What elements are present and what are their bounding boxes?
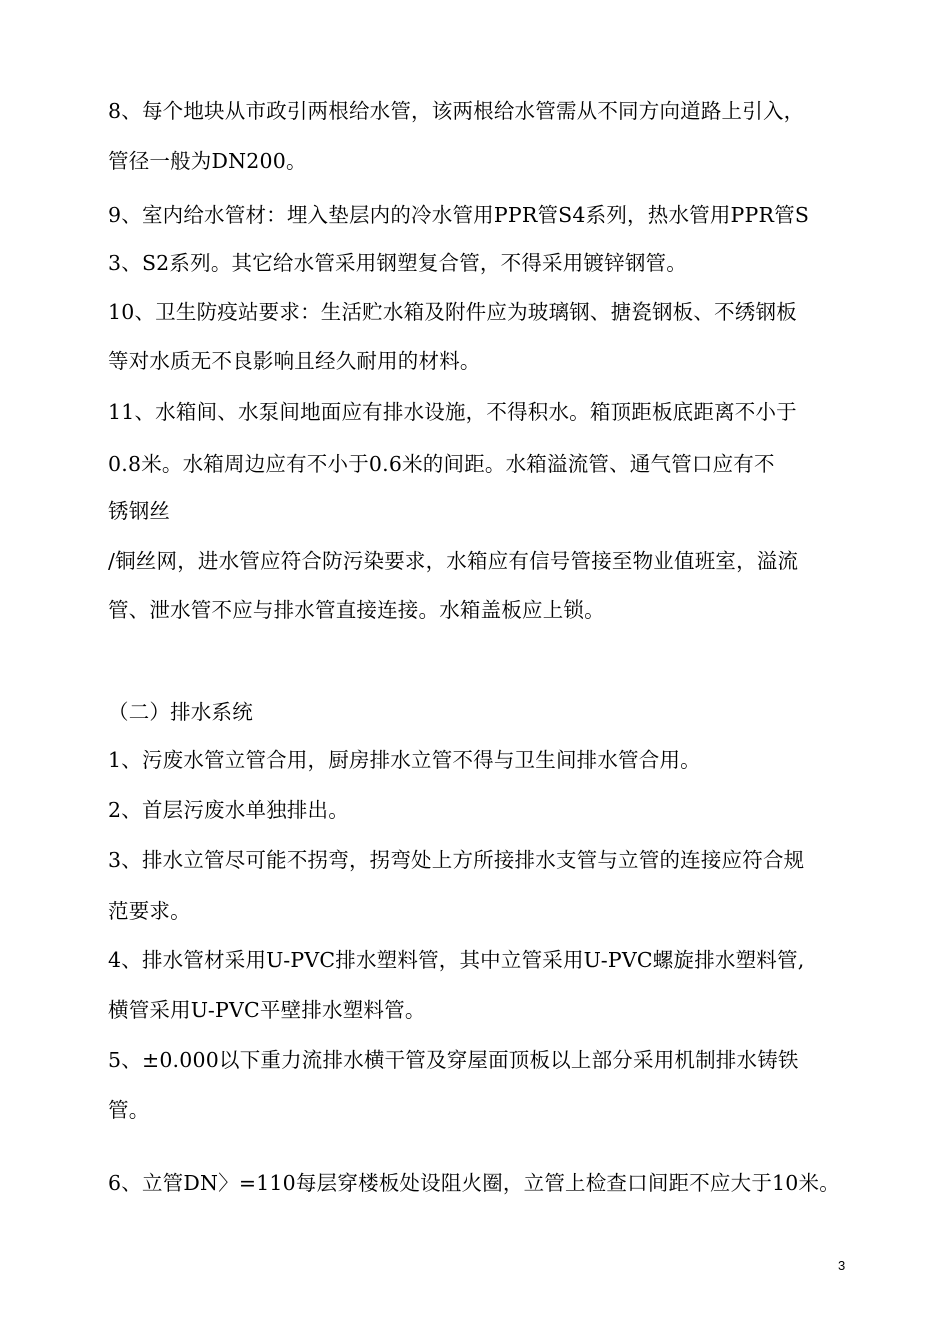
item-11-line-1: 11、水箱间、水泵间地面应有排水设施，不得积水。箱顶距板底距离不小于 bbox=[108, 400, 797, 424]
item-10-line-1: 10、卫生防疫站要求：生活贮水箱及附件应为玻璃钢、搪瓷钢板、不绣钢板 bbox=[108, 300, 797, 324]
item-3-line-1: 3、排水立管尽可能不拐弯，拐弯处上方所接排水支管与立管的连接应符合规 bbox=[108, 848, 805, 872]
item-6: 6、立管DN〉=110每层穿楼板处设阻火圈，立管上检查口间距不应大于10米。 bbox=[108, 1171, 840, 1195]
item-9-line-1: 9、室内给水管材：埋入垫层内的冷水管用PPR管S4系列，热水管用PPR管S bbox=[108, 203, 810, 227]
item-4-line-1: 4、排水管材采用U-PVC排水塑料管，其中立管采用U-PVC螺旋排水塑料管, bbox=[108, 948, 805, 972]
item-3-line-2: 范要求。 bbox=[108, 899, 191, 923]
item-4-line-2: 横管采用U-PVC平壁排水塑料管。 bbox=[108, 998, 426, 1022]
item-5-line-1: 5、±0.000以下重力流排水横干管及穿屋面顶板以上部分采用机制排水铸铁 bbox=[108, 1048, 799, 1072]
item-11-line-3: 锈钢丝 bbox=[108, 499, 171, 523]
page-number: 3 bbox=[838, 1258, 846, 1273]
item-8-line-2: 管径一般为DN200。 bbox=[108, 149, 307, 173]
item-9-line-2: 3、S2系列。其它给水管采用钢塑复合管，不得采用镀锌钢管。 bbox=[108, 251, 687, 275]
item-11-line-5: 管、泄水管不应与排水管直接连接。水箱盖板应上锁。 bbox=[108, 598, 605, 622]
item-2: 2、首层污废水单独排出。 bbox=[108, 798, 349, 822]
section-heading-drainage: （二）排水系统 bbox=[108, 700, 253, 724]
item-11-line-4: /铜丝网，进水管应符合防污染要求，水箱应有信号管接至物业值班室，溢流 bbox=[108, 549, 799, 573]
item-11-line-2: 0.8米。水箱周边应有不小于0.6米的间距。水箱溢流管、通气管口应有不 bbox=[108, 452, 775, 476]
item-1: 1、污废水管立管合用，厨房排水立管不得与卫生间排水管合用。 bbox=[108, 748, 701, 772]
item-8-line-1: 8、每个地块从市政引两根给水管，该两根给水管需从不同方向道路上引入， bbox=[108, 99, 805, 123]
item-5-line-2: 管。 bbox=[108, 1098, 150, 1122]
item-10-line-2: 等对水质无不良影响且经久耐用的材料。 bbox=[108, 349, 481, 373]
